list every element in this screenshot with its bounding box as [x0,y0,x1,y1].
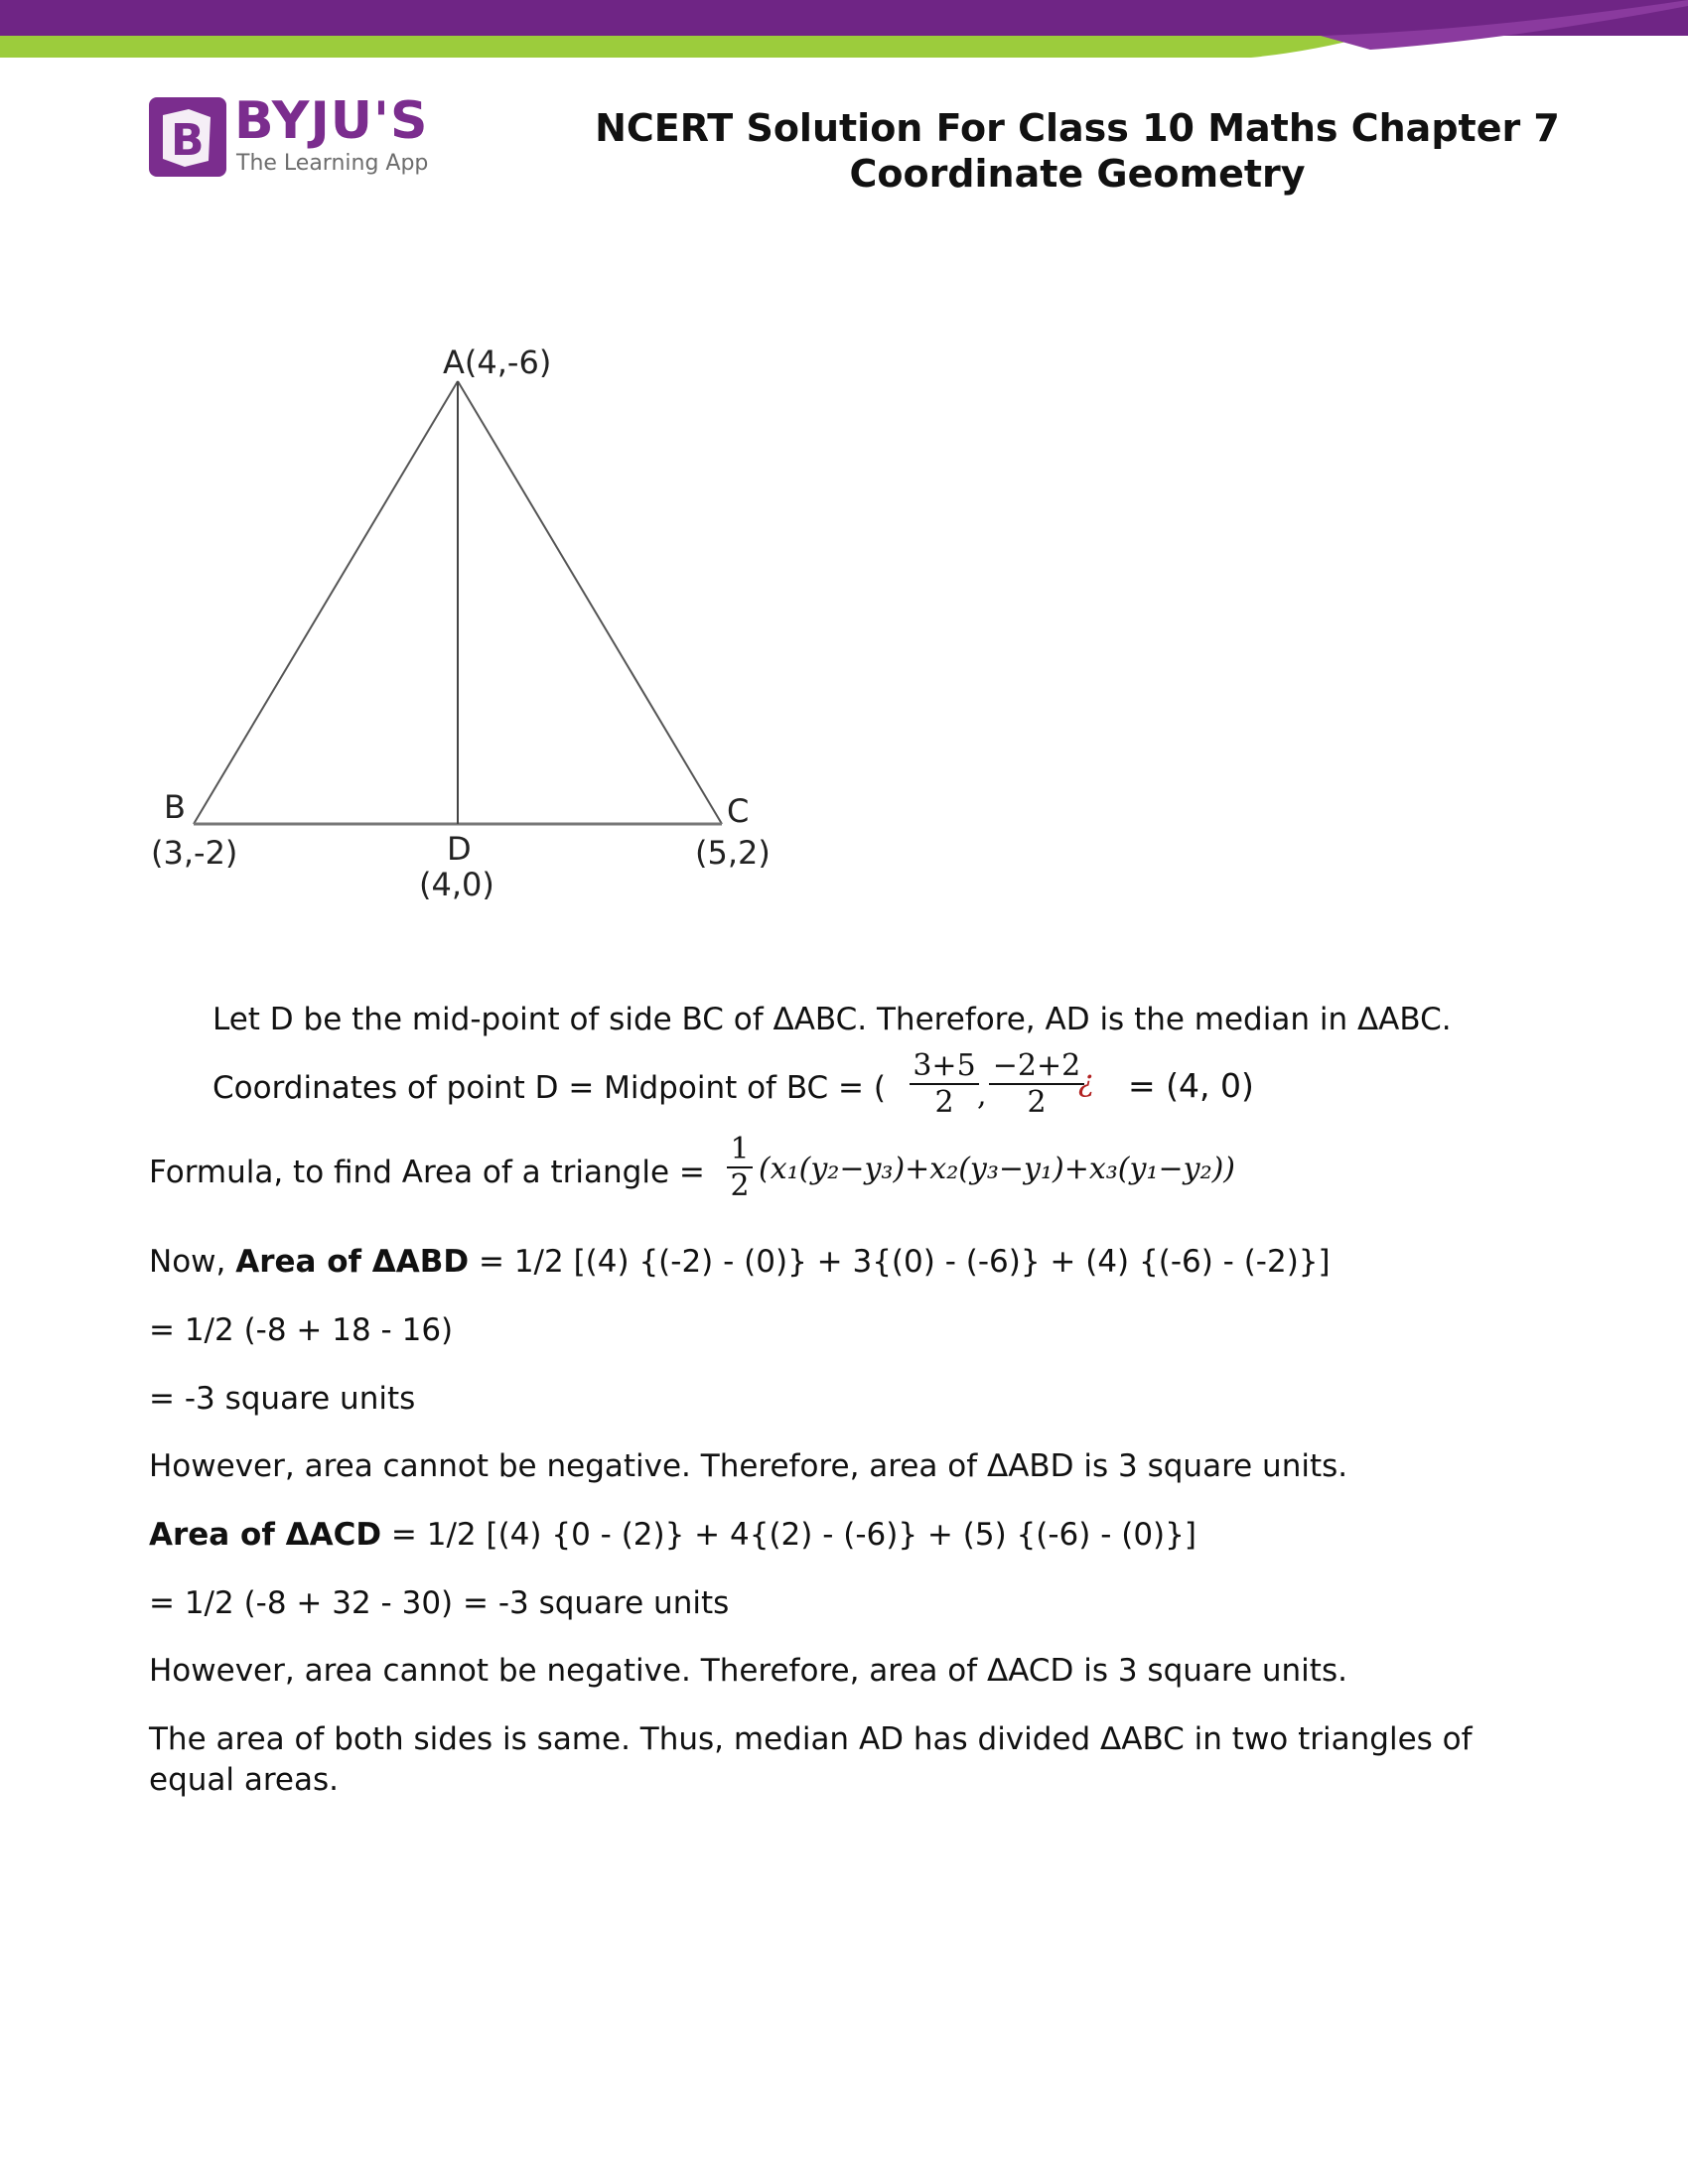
formula-half: $\frac{1}{2}$ [727,1132,753,1203]
odd-glyph: ¿ [1078,1064,1095,1099]
byjus-logo [149,91,447,181]
label-d: D [447,830,472,868]
logo-tagline: The Learning App [236,151,429,176]
header-banner [0,0,1688,60]
triangle-diagram [139,328,794,923]
conclusion-line2: equal areas. [149,1762,339,1798]
page-title [556,105,1599,197]
label-c: C [727,792,750,830]
label-c-coords: (5,2) [695,834,771,872]
side-ab [194,381,458,824]
label-b: B [164,788,186,826]
side-ac [458,381,722,824]
area-abd-step1: = 1/2 (-8 + 18 - 16) [149,1312,454,1348]
conclusion-line1: The area of both sides is same. Thus, median AD has divided ΔABC in two triangles of [149,1721,1473,1757]
formula-body: (x₁(y₂−y₃)+x₂(y₃−y₁)+x₃(y₁−y₂)) [759,1152,1235,1186]
page-title-line1: NCERT Solution For Class 10 Maths Chapter 7 [595,106,1560,150]
fraction-y: $\frac{-2+2}{2}$ [989,1048,1084,1120]
label-d-coords: (4,0) [419,866,494,903]
area-abd-step2: = -3 square units [149,1381,416,1417]
area-acd-step1: = 1/2 (-8 + 32 - 30) = -3 square units [149,1585,730,1621]
logo-badge [149,97,226,177]
midpoint-label: Coordinates of point D = Midpoint of BC = ( [212,1070,886,1106]
formula-label: Formula, to find Area of a triangle = [149,1155,705,1190]
median-statement: Let D be the mid-point of side BC of ΔABC. Therefore, AD is the median in ΔABC. [212,1002,1452,1037]
logo-letter: B [171,115,205,166]
area-acd-line: Area of ΔACD = 1/2 [(4) {0 - (2)} + 4{(2) - (-6)} + (5) {(-6) - (0)}] [149,1517,1196,1553]
label-b-coords: (3,-2) [151,834,238,872]
area-abd-line: Now, Area of ΔABD = 1/2 [(4) {(-2) - (0)} + 3{(0) - (-6)} + (4) {(-6) - (-2)}] [149,1244,1331,1280]
area-acd-note: However, area cannot be negative. Therefore, area of ΔACD is 3 square units. [149,1653,1347,1689]
fraction-x: $\frac{3+5}{2}$ [910,1048,979,1120]
label-a: A(4,-6) [443,343,552,381]
logo-wordmark: BYJU'S [234,91,429,151]
midpoint-result: = (4, 0) [1128,1066,1254,1105]
area-abd-note: However, area cannot be negative. Therefore, area of ΔABD is 3 square units. [149,1448,1348,1484]
page-title-line2: Coordinate Geometry [849,152,1306,196]
